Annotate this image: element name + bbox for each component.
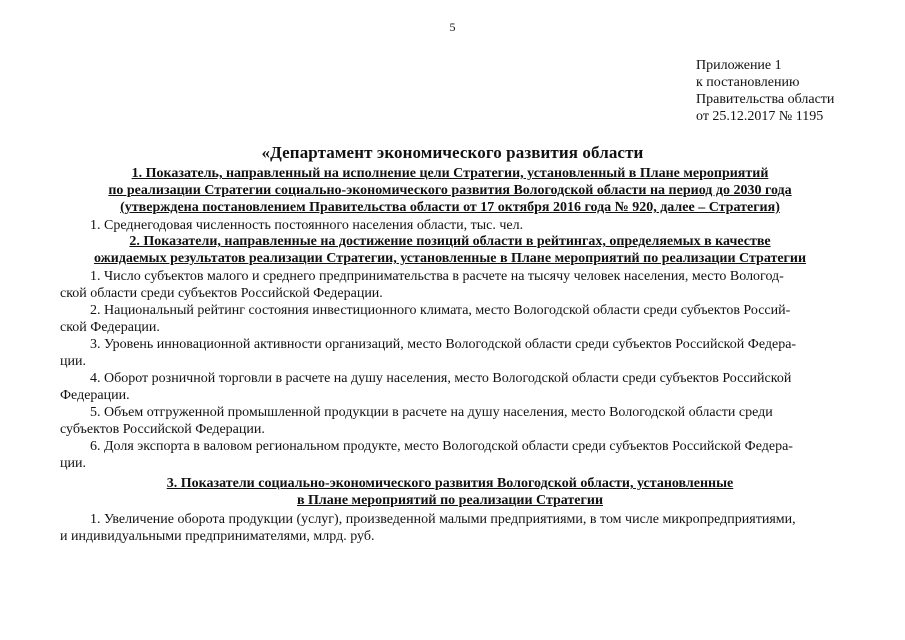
list-item-line: ской области среди субъектов Российской Федерации. (60, 286, 383, 301)
section3-list (60, 511, 860, 545)
list-item-line: ции. (60, 354, 86, 369)
list-item-line: ской Федерации. (60, 320, 160, 335)
list-item-line: 5. Объем отгруженной промышленной продукции в расчете на душу населения, место Вологодской области среди (90, 405, 773, 420)
department-title: «Департамент экономического развития области (261, 143, 644, 162)
section3-heading-line: в Плане мероприятий по реализации Стратегии (296, 493, 604, 508)
list-item-line: 2. Национальный рейтинг состояния инвестиционного климата, место Вологодской области среди субъектов Россий- (90, 303, 791, 318)
page-number: 5 (449, 20, 456, 34)
appendix-block (696, 57, 834, 125)
list-item-line: Федерации. (60, 388, 130, 403)
list-item-line: ции. (60, 456, 86, 471)
section2-list (60, 268, 860, 472)
section1-heading-line: по реализации Стратегии социально-экономического развития Вологодской области на период до 2030 года (108, 183, 792, 198)
section2-heading-line: ожидаемых результатов реализации Стратегии, установленные в Плане мероприятий по реализации Стратегии (93, 251, 807, 266)
section1-heading-line: 1. Показатель, направленный на исполнение цели Стратегии, установленный в Плане мероприятий (131, 166, 769, 181)
section2-heading-line: 2. Показатели, направленные на достижение позиций области в рейтингах, определяемых в качестве (129, 234, 771, 249)
appendix-line: от 25.12.2017 № 1195 (696, 109, 824, 124)
appendix-line: Правительства области (696, 92, 835, 107)
list-item-line: 3. Уровень инновационной активности организаций, место Вологодской области среди субъектов Российской Федера- (90, 337, 797, 352)
list-item-line: 6. Доля экспорта в валовом региональном продукте, место Вологодской области среди субъектов Российской Федера- (90, 439, 793, 454)
item-text: 1. Среднегодовая численность постоянного населения области, тыс. чел. (90, 218, 524, 233)
list-item-line: 1. Число субъектов малого и среднего предпринимательства в расчете на тысячу человек населения, место Вологод- (90, 269, 784, 284)
appendix-line: к постановлению (696, 75, 800, 90)
section1-item (60, 217, 860, 234)
list-item-line: субъектов Российской Федерации. (60, 422, 265, 437)
section1-heading-line: (утверждена постановлением Правительства области от 17 октября 2016 года № 920, далее – Стратегия) (120, 200, 780, 215)
appendix-line: Приложение 1 (696, 58, 782, 73)
section3-heading-line: 3. Показатели социально-экономического развития Вологодской области, установленные (166, 476, 734, 491)
list-item-line: и индивидуальными предпринимателями, млрд. руб. (60, 529, 375, 544)
list-item-line: 4. Оборот розничной торговли в расчете на душу населения, место Вологодской области среди субъектов Российской (90, 371, 792, 386)
list-item-line: 1. Увеличение оборота продукции (услуг), произведенной малыми предприятиями, в том числе микропредприятиями, (90, 512, 796, 527)
